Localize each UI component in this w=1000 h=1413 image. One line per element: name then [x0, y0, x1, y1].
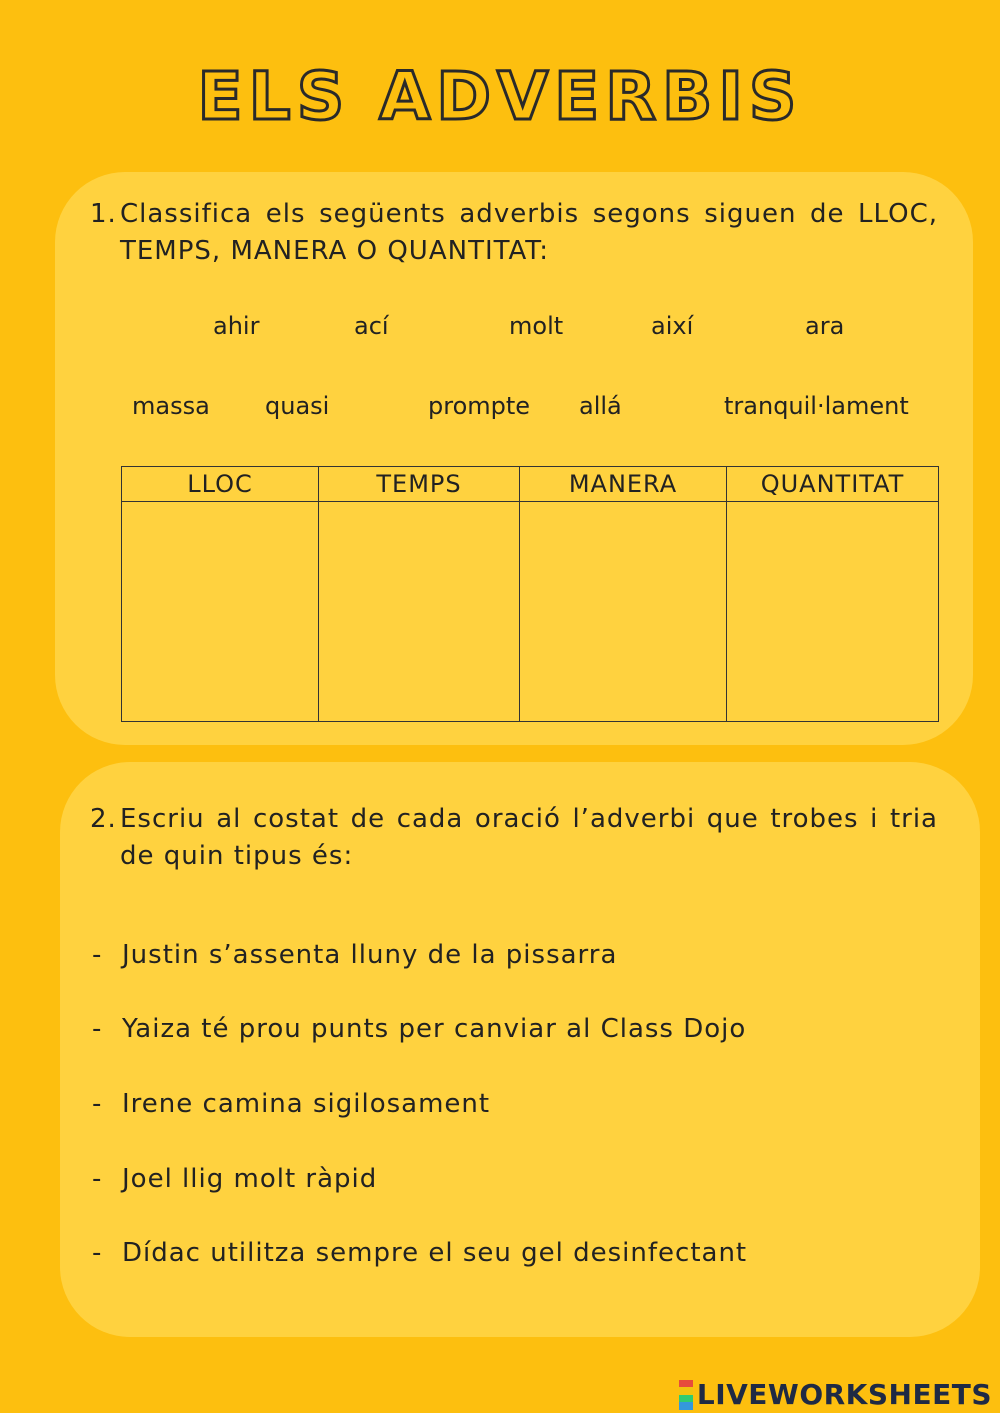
- adverb-word: massa: [132, 392, 210, 420]
- table-header-manera: MANERA: [520, 467, 727, 502]
- sentence-item: - Dídac utilitza sempre el seu gel desinfectant: [92, 1238, 748, 1268]
- adverb-word: tranquil·lament: [724, 392, 909, 420]
- sentence-item: - Yaiza té prou punts per canviar al Class Dojo: [92, 1014, 747, 1044]
- exercise-2-text: Escriu al costat de cada oració l’adverbi que trobes i tria de quin tipus és:: [120, 804, 938, 871]
- brand-text: LIVEWORKSHEETS: [696, 1378, 992, 1411]
- adverb-word: ara: [805, 312, 845, 340]
- sentence-text: Irene camina sigilosament: [122, 1089, 491, 1119]
- exercise-1-number: 1.: [90, 199, 117, 229]
- table-header-row: [122, 467, 939, 502]
- liveworksheets-logo: [679, 1378, 992, 1411]
- exercise-2-number: 2.: [90, 804, 117, 834]
- sentence-item: - Joel llig molt ràpid: [92, 1164, 378, 1194]
- sentence-text: Dídac utilitza sempre el seu gel desinfectant: [122, 1238, 748, 1268]
- answer-cell-lloc[interactable]: [122, 502, 319, 722]
- sentence-text: Joel llig molt ràpid: [122, 1164, 378, 1194]
- adverb-word: allá: [579, 392, 622, 420]
- table-answer-row: [122, 502, 939, 722]
- classification-table: [121, 466, 939, 722]
- page-title: ELS ADVERBIS: [197, 58, 803, 135]
- sentence-item: - Irene camina sigilosament: [92, 1089, 491, 1119]
- adverb-word: ací: [354, 312, 389, 340]
- sentence-item: - Justin s’assenta lluny de la pissarra: [92, 940, 618, 970]
- table-header-temps: TEMPS: [319, 467, 520, 502]
- adverb-word: molt: [509, 312, 564, 340]
- sentence-text: Justin s’assenta lluny de la pissarra: [122, 940, 618, 970]
- answer-cell-temps[interactable]: [319, 502, 520, 722]
- table-header-lloc: LLOC: [122, 467, 319, 502]
- adverb-word: quasi: [265, 392, 330, 420]
- answer-cell-manera[interactable]: [520, 502, 727, 722]
- adverb-word: així: [651, 312, 694, 340]
- exercise-1-text: Classifica els següents adverbis segons siguen de LLOC, TEMPS, MANERA O QUANTITAT:: [120, 199, 938, 266]
- adverb-word: prompte: [428, 392, 531, 420]
- sentence-text: Yaiza té prou punts per canviar al Class Dojo: [122, 1014, 747, 1044]
- liveworksheets-icon: [679, 1380, 693, 1410]
- adverb-word: ahir: [213, 312, 260, 340]
- answer-cell-quantitat[interactable]: [727, 502, 939, 722]
- table-header-quantitat: QUANTITAT: [727, 467, 939, 502]
